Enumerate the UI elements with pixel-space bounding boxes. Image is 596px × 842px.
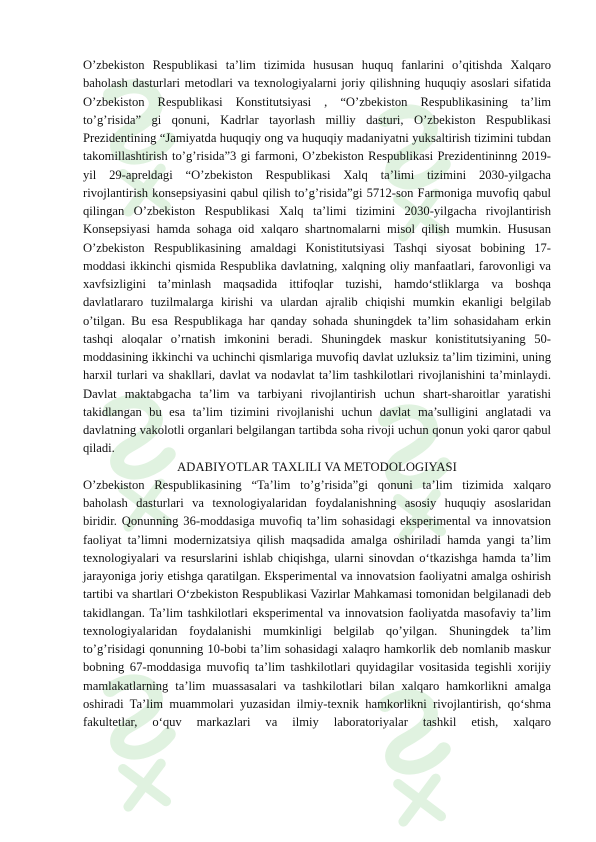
paragraph-education-law: O’zbekiston Respublikasining “Ta’lim to’g’risida”gi qonuni ta’lim tizimida xalqaro baholash dasturlari va texnologiyalaridan foydalanishning asosiy huquqiy asoslaridan biridir. Qonunning 36-moddasiga muvofiq ta’lim sohasidagi eksperimental va innovatsion faoliyat ta’limni modernizatsiya qilish maqsadida amalga oshiriladi hamda yangi ta’lim texnologiyalari va resurslarini ishlab chiqishga, ularni sinovdan o‘tkazishga hamda ta’lim jarayoniga joriy etishga qaratilgan. Eksperimental va innovatsion faoliyatni amalga oshirish tartibi va shartlari O‘zbekiston Respublikasi Vazirlar Mahkamasi tomonidan belgilanadi deb takidlangan. Ta’lim tashkilotlari eksperimental va innovatsion faoliyatda masofaviy ta’lim texnologiyalaridan foydalanishi mumkinligi belgilab qo’yilgan. Shuningdek ta’lim to’g’risidagi qonunning 10-bobi ta’lim sohasidagi xalaqro hamkorlik deb nomlanib maskur bobning 67-moddasiga muvofiq ta’lim tashkilotlari quyidagilar vositasida tegishli xorijiy mamlakatlarning ta’lim muassasalari va tashkilotlari bilan xalqaro hamkorlikni amalga oshiradi Ta’lim muammolari yuzasidan ilmiy-texnik hamkorlikni rivojlantirish, qo‘shma fakultetlar, o‘quv markazlari va ilmiy laboratoriyalar tashkil etish, xalqaro [83,477,551,729]
document-body [83,56,551,731]
paragraph-legal-basis: O’zbekiston Respublikasi ta’lim tizimida hususan huquq fanlarini o’qitishda Xalqaro baholash dasturlari metodlari va texnologiyalarni joriy qilishning huquqiy asoslari sifatida O’zbekiston Respublikasi Konstitutsiyasi , “O’zbekiston Respublikasining ta’lim to’g’risida” gi qonuni, Kadrlar tayorlash milliy dasturi, O’zbekiston Respublikasi Prezidentining “Jamiyatda huquqiy ong va huquqiy madaniyatni yuksaltirish tizimini tubdan takomillashtirish to’g’risida”3 gi farmoni, O’zbekiston Respublikasi Prezidentininng 2019-yil 29-apreldagi “O’zbekiston Respublikasi Xalq ta’limi tizimini 2030-yilgacha rivojlantirish konsepsiyasini qabul qilish to’g’risida”gi 5712-son Farmoniga muvofiq qabul qilingan O’zbekiston Respublikasi Xalq ta’limi tizimini 2030-yilgacha rivojlantirish Konsepsiyasi hamda sohaga oid xalqaro shartnomalarni misol qilish mumkin. Hususan O’zbekiston Respublikasining amaldagi Konistitutsiyasi Tashqi siyosat bobining 17-moddasi ikkinchi qismida Respublika davlatning, xalqning oliy manfaatlari, farovonligi va xavfsizligini ta’minlash maqsadida ittifoqlar tuzishi, hamdo‘stliklarga va boshqa davlatlararo tuzilmalarga kirishi va ulardan ajralib chiqishi mumkin ekanligi belgilab o’tilgan. Bu esa Respublikaga har qanday sohada shuningdek ta’lim sohasidaham erkin tashqi aloqalar o’rnatish imkonini beradi. Shuningdek maskur konistitutsiyaning 50- moddasining ikkinchi va uchinchi qismlariga muvofiq davlat uzluksiz ta’lim tizimini, uning harxil turlari va shakllari, davlat va nodavlat ta’lim tashkilotlari rivojlanishini ta’minlaydi. Davlat maktabgacha ta’lim va tarbiyani rivojlantirish uchun shart-sharoitlar yaratishi takidlangan bu esa ta’lim tizimini rivojlanishi uchun davlat ma’sulligini anglatadi va davlatning vakolotli organlari belgilangan tartibda soha rivoji uchun qonun yoki qaror qabul qiladi. [83,58,551,456]
section-heading: ADABIYOTLAR TAXLILI VA METODOLOGIYASI [177,459,457,474]
